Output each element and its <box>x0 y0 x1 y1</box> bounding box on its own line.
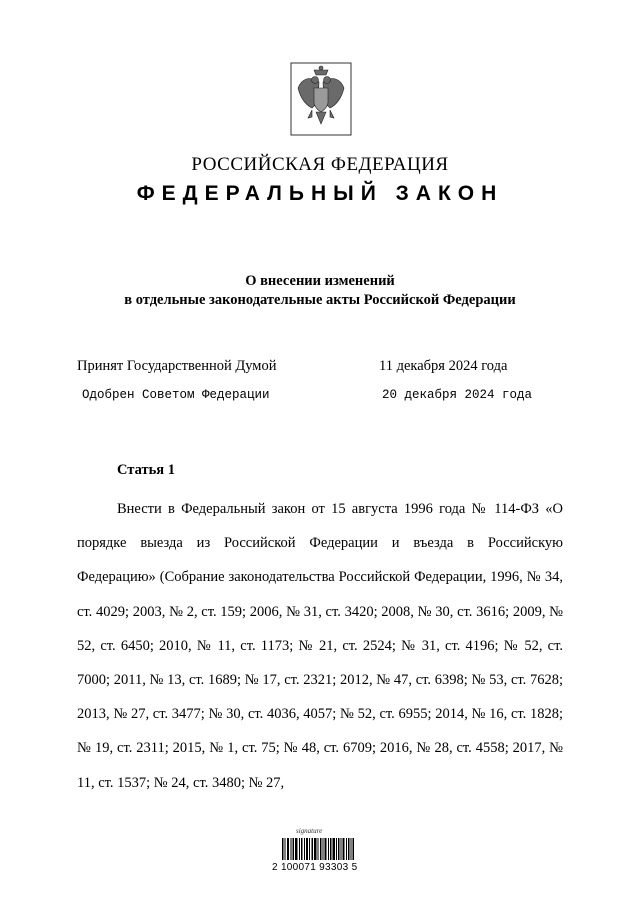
law-title-line-2: в отдельные законодательные акты Российской Федерации <box>124 292 516 308</box>
duma-adoption-label: Принят Государственной Думой <box>77 358 277 374</box>
barcode-number: 2 100071 93303 5 <box>272 862 358 873</box>
article-body <box>77 492 563 800</box>
duma-adoption-row <box>77 358 600 375</box>
svg-text:signature: signature <box>296 827 323 835</box>
country-name: РОССИЙСКАЯ ФЕДЕРАЦИЯ <box>191 154 449 175</box>
council-approval-label: Одобрен Советом Федерации <box>82 388 270 402</box>
duma-adoption-date: 11 декабря 2024 года <box>379 358 508 374</box>
law-title <box>0 272 640 310</box>
article-heading: Статья 1 <box>117 462 175 478</box>
article-paragraph: Внести в Федеральный закон от 15 августа 1996 года № 114-ФЗ «О порядке выезда из Российской Федерации и въезда в Российскую Федерацию» (Собрание законодательства Российской Федерации, 1996, № 34, ст. 4029; 2003, № 2, ст. 159; 2006, № 31, ст. 3420; 2008, № 30, ст. 3616; 2009, № 52, ст. 6450; 2010, № 11, ст. 1173; № 21, ст. 2524; № 31, ст. 4196; № 52, ст. 7000; 2011, № 13, ст. 1689; № 17, ст. 2321; 2012, № 47, ст. 6398; № 53, ст. 7628; 2013, № 27, ст. 3477; № 30, ст. 4036, 4057; № 52, ст. 6955; 2014, № 16, ст. 1828; № 19, ст. 2311; 2015, № 1, ст. 75; № 48, ст. 6709; 2016, № 28, ст. 4558; 2017, № 11, ст. 1537; № 24, ст. 3480; № 27, <box>77 501 563 791</box>
law-title-line-1: О внесении изменений <box>245 273 395 289</box>
council-approval-row <box>82 388 600 402</box>
council-approval-date: 20 декабря 2024 года <box>382 388 533 402</box>
coat-of-arms-icon <box>290 62 352 136</box>
document-type: ФЕДЕРАЛЬНЫЙ ЗАКОН <box>136 182 504 205</box>
